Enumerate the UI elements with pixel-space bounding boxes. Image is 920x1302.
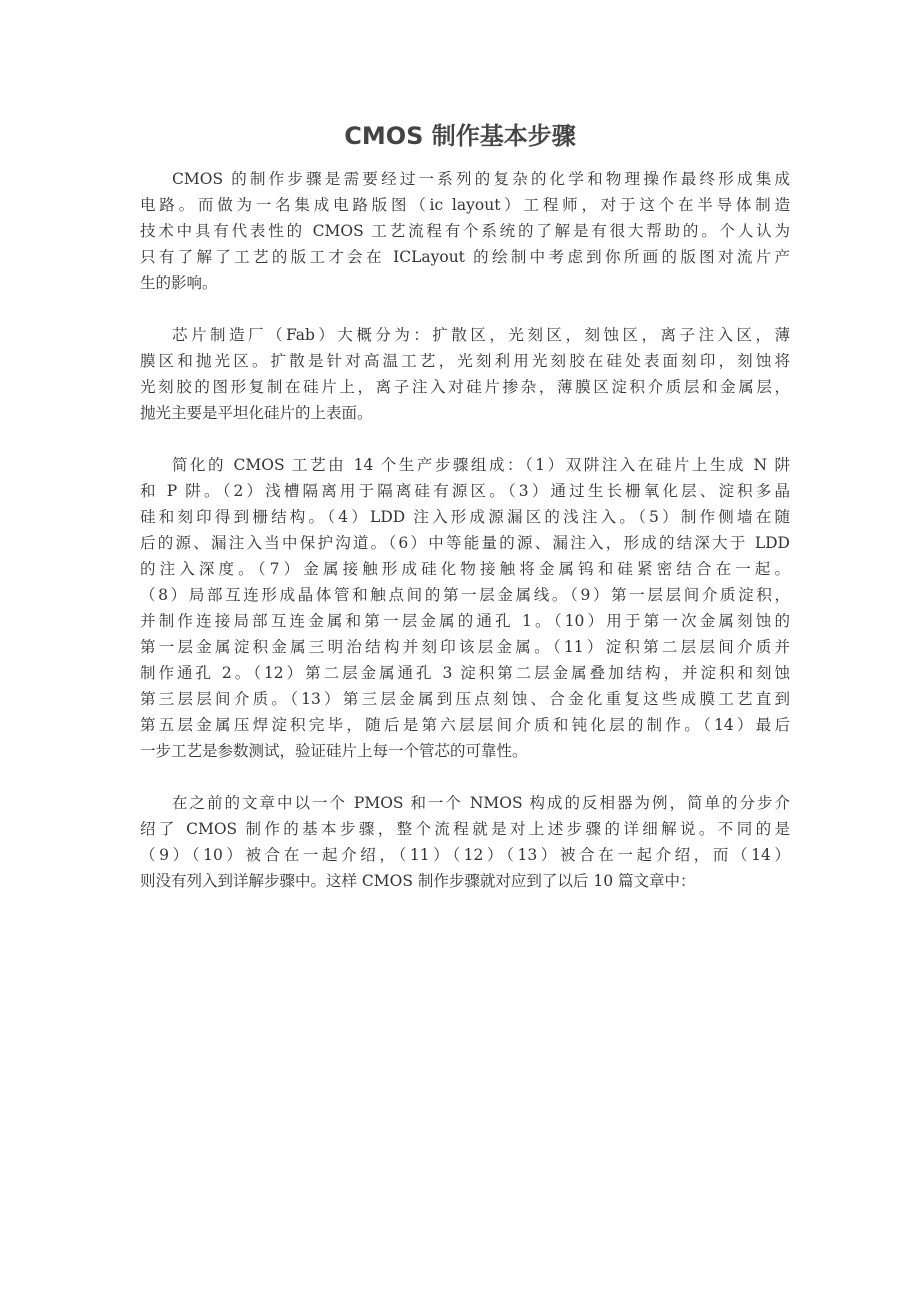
text-line: CMOS 的制作步骤是需要经过一系列的复杂的化学和物理操作最终形成集成 (172, 170, 790, 188)
text-line: （9）（10）被合在一起介绍，（11）（12）（13）被合在一起介绍，而（14） (140, 846, 790, 864)
document-title: CMOS 制作基本步骤 (344, 122, 576, 150)
text-line: 芯片制造厂（Fab）大概分为：扩散区，光刻区，刻蚀区，离子注入区，薄 (172, 326, 790, 344)
text-line: 绍了 CMOS 制作的基本步骤，整个流程就是对上述步骤的详细解说。不同的是 (140, 820, 790, 838)
text-line: 生的影响。 (140, 274, 218, 292)
paragraph (140, 452, 790, 764)
paragraph (140, 322, 790, 426)
text-line: 后的源、漏注入当中保护沟道。（6）中等能量的源、漏注入，形成的结深大于 LDD (140, 534, 790, 552)
text-line: 光刻胶的图形复制在硅片上，离子注入对硅片掺杂，薄膜区淀积介质层和金属层， (140, 378, 790, 396)
text-line: 简化的 CMOS 工艺由 14 个生产步骤组成：（1）双阱注入在硅片上生成 N 阱 (172, 456, 790, 474)
text-line: 膜区和抛光区。扩散是针对高温工艺，光刻利用光刻胶在硅处表面刻印，刻蚀将 (140, 352, 790, 370)
text-line: 的注入深度。（7）金属接触形成硅化物接触将金属钨和硅紧密结合在一起。 (140, 560, 790, 578)
text-line: 并制作连接局部互连金属和第一层金属的通孔 1。（10）用于第一次金属刻蚀的 (140, 612, 790, 630)
text-line: 一步工艺是参数测试，验证硅片上每一个管芯的可靠性。 (140, 742, 528, 760)
text-line: 只有了解了工艺的版工才会在 ICLayout 的绘制中考虑到你所画的版图对流片产 (140, 248, 790, 266)
text-line: 电路。而做为一名集成电路版图（ic layout）工程师，对于这个在半导体制造 (140, 196, 790, 214)
text-line: 第三层层间介质。（13）第三层金属到压点刻蚀、合金化重复这些成膜工艺直到 (140, 690, 790, 708)
paragraph (140, 166, 790, 296)
text-line: （8）局部互连形成晶体管和触点间的第一层金属线。（9）第一层层间介质淀积， (140, 586, 790, 604)
text-line: 第五层金属压焊淀积完毕，随后是第六层层间介质和钝化层的制作。（14）最后 (140, 716, 790, 734)
text-line: 则没有列入到详解步骤中。这样 CMOS 制作步骤就对应到了以后 10 篇文章中： (140, 872, 696, 890)
paragraph (140, 790, 790, 894)
text-line: 在之前的文章中以一个 PMOS 和一个 NMOS 构成的反相器为例，简单的分步介 (172, 794, 790, 812)
text-line: 第一层金属淀积金属三明治结构并刻印该层金属。（11）淀积第二层层间介质并 (140, 638, 790, 656)
text-line: 制作通孔 2。（12）第二层金属通孔 3 淀积第二层金属叠加结构，并淀积和刻蚀 (140, 664, 790, 682)
text-line: 技术中具有代表性的 CMOS 工艺流程有个系统的了解是有很大帮助的。个人认为 (140, 222, 790, 240)
text-line: 硅和刻印得到栅结构。（4）LDD 注入形成源漏区的浅注入。（5）制作侧墙在随 (140, 508, 790, 526)
document-body (140, 166, 790, 920)
text-line: 和 P 阱。（2）浅槽隔离用于隔离硅有源区。（3）通过生长栅氧化层、淀积多晶 (140, 482, 790, 500)
text-line: 抛光主要是平坦化硅片的上表面。 (140, 404, 373, 422)
